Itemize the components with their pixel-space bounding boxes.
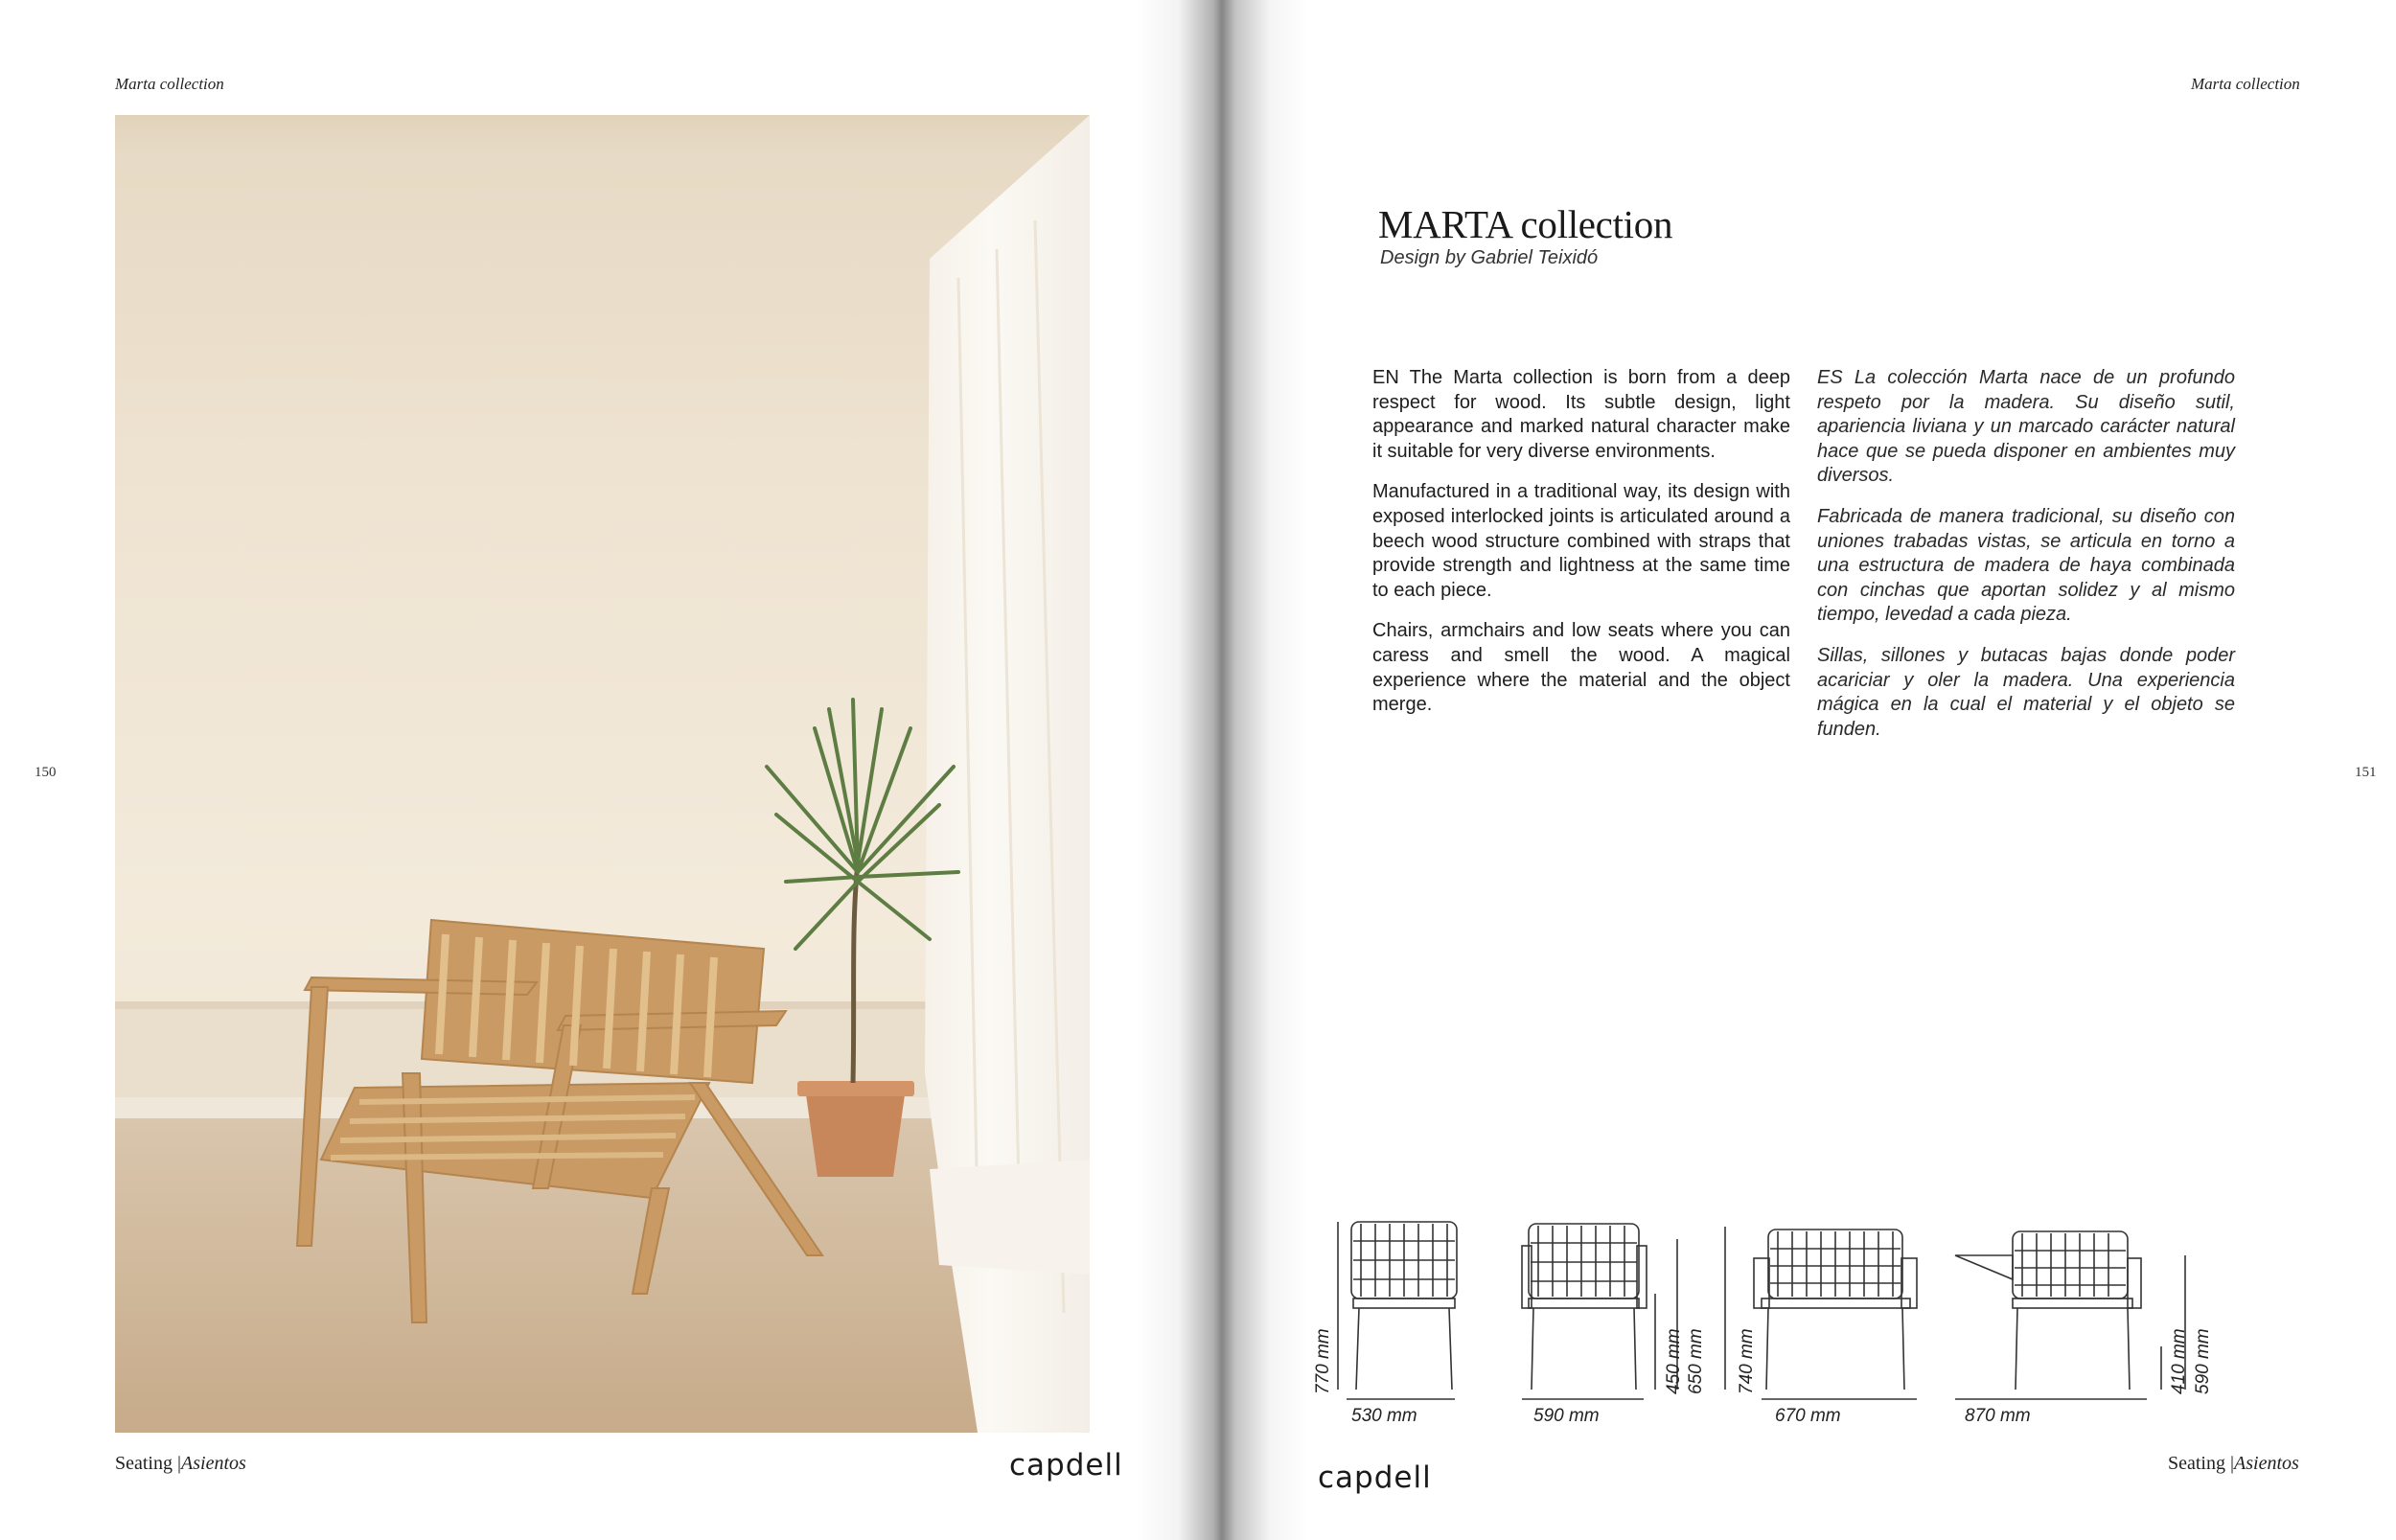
dim-low-seat-height: 590 mm [2193, 1328, 2213, 1394]
collection-title: MARTA collection [1378, 202, 1673, 246]
footer-separator: | [173, 1453, 182, 1474]
book-spine-shadow [1136, 0, 1308, 1540]
english-text-column [1372, 366, 1790, 734]
spanish-paragraph: ES La colección Marta nace de un profundo respeto por la madera. Su diseño sutil, apariencia liviana y un marcado carácter natural hace que se pueda disponer en ambientes muy diversos. [1817, 367, 2235, 487]
footer-section-en: Seating [115, 1453, 173, 1474]
english-paragraph: EN The Marta collection is born from a deep respect for wood. Its subtle design, light appearance and marked natural character make it suitable for very diverse environments. [1372, 367, 1790, 462]
page-number-right: 151 [2355, 765, 2377, 780]
dim-chair-width: 530 mm [1351, 1406, 1417, 1426]
spanish-paragraph: Fabricada de manera tradicional, su diseño con uniones trabadas vistas, se articula en torno a una estructura de madera de haya combinada con cinchas que aportan solidez y al mismo tiempo, levedad a cada pieza. [1817, 505, 2235, 626]
capdell-logo-left: capdell [1009, 1448, 1123, 1483]
product-photo-armchair [115, 115, 1090, 1433]
dim-wide-armchair-width: 670 mm [1775, 1406, 1841, 1426]
page-number-left: 150 [35, 765, 57, 780]
footer-section-es: Asientos [181, 1453, 246, 1474]
running-header-right: Marta collection [2191, 75, 2300, 93]
footer-section-es: Asientos [2234, 1453, 2299, 1474]
drawing-armchair [1522, 1224, 1677, 1399]
dim-wide-armchair-height: 740 mm [1737, 1328, 1757, 1394]
footer-section-right [2168, 1453, 2299, 1475]
drawing-chair [1338, 1222, 1457, 1399]
chair-drawings-svg [1303, 1203, 2223, 1437]
dim-low-seat-seat-height: 410 mm [2169, 1328, 2189, 1394]
dim-armchair-width: 590 mm [1533, 1406, 1600, 1426]
footer-section-left [115, 1453, 246, 1475]
capdell-logo-right: capdell [1318, 1460, 1432, 1495]
running-header-left: Marta collection [115, 75, 224, 93]
photo-illustration [115, 115, 1090, 1433]
english-paragraph: Chairs, armchairs and low seats where you can caress and smell the wood. A magical experience where the material and the object merge. [1372, 620, 1790, 716]
dim-armchair-height: 650 mm [1686, 1328, 1706, 1394]
english-paragraph: Manufactured in a traditional way, its design with exposed interlocked joints is articulated around a beech wood structure combined with straps that provide strength and lightness at the same time to each piece. [1372, 481, 1790, 601]
footer-separator: | [2225, 1453, 2235, 1474]
drawing-low-seat [1955, 1231, 2185, 1399]
dim-armchair-seat-height: 450 mm [1664, 1328, 1684, 1394]
spanish-paragraph: Sillas, sillones y butacas bajas donde poder acariciar y oler la madera. Una experiencia mágica en la cual el material y el objeto se funden. [1817, 644, 2235, 740]
technical-drawings [1303, 1203, 2223, 1437]
designer-subtitle: Design by Gabriel Teixidó [1380, 247, 1599, 268]
spanish-text-column [1817, 366, 2235, 758]
footer-section-en: Seating [2168, 1453, 2225, 1474]
dim-low-seat-width: 870 mm [1965, 1406, 2031, 1426]
dim-chair-height: 770 mm [1313, 1328, 1333, 1394]
